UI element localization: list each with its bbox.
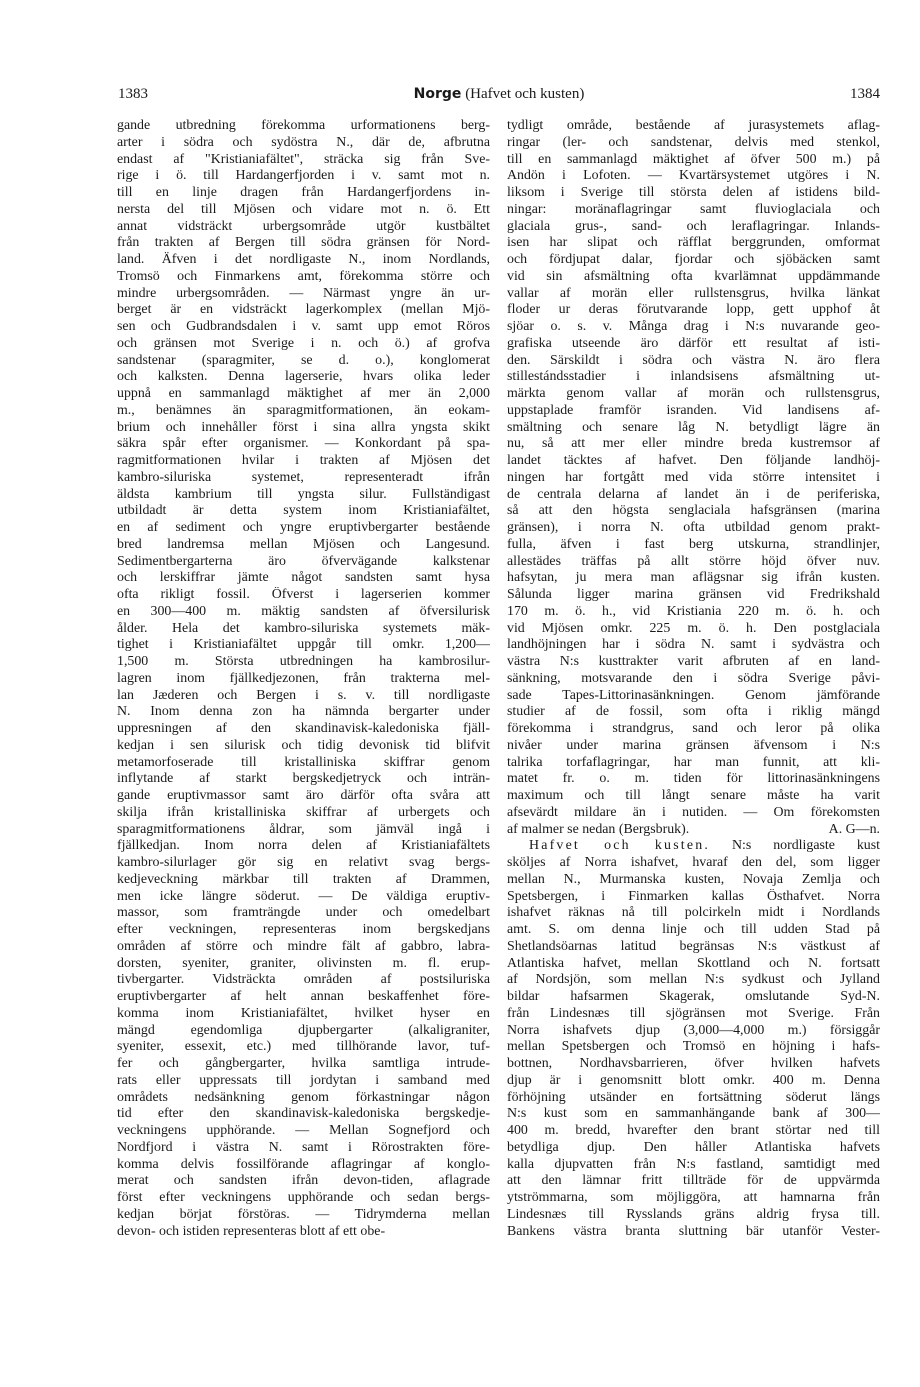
text-line: bred landremsa mellan Mjösen och Langesund. [117,536,490,552]
text-line: 170 m. ö. h., vid Kristiania 220 m. ö. h. och [507,603,880,619]
text-line: sänkning, motsvarande den i södra Sverige påvi- [507,670,880,686]
text-line: afsevärdt mildare än i nutiden. — Om förekomsten [507,804,880,820]
text-line: Andön i Lofoten. — Kvartärsystemet utgöres i N. [507,168,880,184]
running-header [118,86,880,108]
text-line: mängd egendomliga djupbergarter (alkaligraniter, [117,1022,490,1038]
left-column [117,118,490,1240]
text-line: grafiska utseende äro därför ett resultat af isti- [507,335,880,351]
running-title-bold: Norge [413,86,462,102]
text-line: Hafvet och kusten. N:s nordligaste kust [529,838,880,854]
page-number-left: 1383 [118,86,148,102]
right-column [507,118,880,1240]
text-line: veckningens upphörande. — Mellan Sognefjord och [117,1123,490,1138]
text-line: matet fr. o. m. tiden för littorinasänkningens [507,771,880,787]
text-line: till en linje dragen från Hardangerfjordens in- [117,185,490,200]
text-line: mellan N., Murmanska kusten, Novaja Zemlja och [507,871,880,887]
text-line: sparagmitformationens åldrar, som jämväl ingå i [117,821,490,837]
text-line: från trakten af Bergen till södra gränsen för Nord- [117,235,490,251]
text-line: mindre urbergsområden. — Närmast yngre än ur- [117,285,490,301]
text-line: förekomma i strandgrus, sand och leror på olika [507,721,880,736]
text-line: betydliga djup. Den håller Atlantiska hafvets [507,1139,880,1155]
text-line: kedjeveckning märkbar till trakten af Drammen, [117,871,490,887]
text-line: nersta del till Mjösen och vidare mot n. ö. Ett [117,201,490,217]
page-number-right: 1384 [850,86,880,102]
text-line: endast af "Kristianiafältet", sträcka sig från Sve- [117,151,490,167]
text-line: till en sammanlagd mäktighet af öfver 500 m.) på [507,151,880,167]
text-line: utbildadt är detta system inom Kristianiafältet, [117,503,490,519]
text-line: och lerskiffrar jämte något sandsten samt hysa [117,570,490,586]
text-line: ytströmmarna, som möjliggöra, att hamnarna från [507,1190,880,1205]
text-line: de centrala delarna af landet än i de periferiska, [507,486,880,502]
text-line: en af sediment och yngre eruptivbergarter bestående [117,520,490,535]
text-line: merat och sandsten ifrån devon-tiden, aflagrade [117,1173,490,1189]
text-line: bottnen, Nordhavsbarrieren, öfver hvilken hafvets [507,1056,880,1071]
text-line: områden af större och mindre fält af gabbro, labra- [117,938,490,954]
text-line: Atlantiska hafvet, mellan Skottland och N. fortsatt [507,955,880,971]
text-line: kambro-siluriska systemet, representeradt ifrån [117,469,490,485]
text-line: ålder. Hela det kambro-siluriska systemets mäk- [117,620,490,636]
text-line: hafsytan, ju mera man aflägsnar sig ifrån kusten. [507,570,880,586]
text-line: kambro-silurlager gör sig en relativt svag bergs- [117,855,490,870]
text-line: komma inom Kristianiafältet, hvilket hyser en [117,1005,490,1021]
text-line: lan Jæderen och Bergen i s. v. till nordligaste [117,687,490,703]
author-signature: A. G—n. [828,821,880,837]
text-line: äldsta kambrium till yngsta silur. Fullständigast [117,486,490,502]
text-line: Shetlandsöarnas latitud begränsas N:s västkust af [507,938,880,954]
text-line: sköljes af Norra ishafvet, hvaraf den del, som ligger [507,855,880,870]
text-line: och gränsen mot Sverige i n. och ö.) af grofva [117,335,490,351]
text-line: Sedimentbergarterna äro öfvervägande kalkstenar [117,553,490,569]
text-line: sade Tapes-Littorinasänkningen. Genom jämförande [507,687,880,703]
text-line: allestädes träffas på allt större höjd öfver nuv. [507,553,880,569]
text-line: rats eller uppressats till jordytan i samband med [117,1072,490,1088]
text-line: Norra ishafvets djup (3,000—4,000 m.) försiggår [507,1022,880,1038]
text-line: ragmitformationen hvilar i trakten af Mjösen det [117,453,490,468]
text-line: fer och gångbergarter, hvilka samtliga intrude- [117,1056,490,1071]
text-line: dorsten, syeniter, graniter, olivinsten m. fl. erup- [117,955,490,971]
text-line: 400 m. bredd, hvarefter den brant störtar ned till [507,1123,880,1138]
text-line: m., benämnes än sparagmitformationen, än eokam- [117,402,490,418]
text-line: glaciala grus-, sand- och leraflagringar. Inlands- [507,218,880,234]
text-line: af malmer se nedan (Bergsbruk). A. G—n. [507,821,880,837]
text-line: studier af de fossil, som ofta i riklig mängd [507,704,880,720]
text-line: gränsen), i norra N. ofta utbildad genom prakt- [507,520,880,535]
text-line: af Nordsjön, som mellan N:s sydkust och Jylland [507,972,880,988]
text-line: att den lämnar fritt tillträde för de uppvärmda [507,1173,880,1189]
text-line: maximum och till långt senare måste ha varit [507,788,880,803]
text-line: amt. S. om denna linje och till udden Stad på [507,922,880,937]
text-line: N:s kust som en sammanhängande bank af 300— [507,1106,880,1122]
text-line: 1,500 m. Största utbredningen ha kambrosilur- [117,654,490,669]
text-line: Bankens västra branta sluttning bär utanför Vester- [507,1223,880,1239]
text-line: talrika torfaflagringar, har man funnit, att kli- [507,754,880,770]
running-title-rest: (Hafvet och kusten) [461,86,585,102]
text-line: annat vidsträckt urbergsområde utgör kustbältet [117,218,490,234]
text-line: förhöjning utsänder en fortsättning söderut längs [507,1089,880,1105]
text-line: landhöjningen har i södra N. samt i sydvästra och [507,637,880,653]
text-line: inflytande af starkt bergskedjetryck och inträn- [117,771,490,787]
text-line: vid sin afsmältning ofta kvarlämnat uppdämmande [507,268,880,284]
running-title [118,86,880,103]
text-line: Nordfjord i västra N. samt i Rörostrakten före- [117,1139,490,1155]
text-line: fulla, äfven i fast berg utskurna, strandlinjer, [507,536,880,552]
text-line: uppstaplade framför isranden. Vid landisens af- [507,402,880,418]
text-line: lagren inom fjällkedjezonen, från trakterna mel- [117,670,490,686]
text-line: land. Äfven i det nordligaste N., inom Nordlands, [117,252,490,267]
text-line: djup är i genomsnitt blott omkr. 400 m. Denna [507,1072,880,1088]
text-line: gande eruptivmassor samt äro därför ofta svåra att [117,788,490,803]
text-line: bildar hafsarmen Skagerak, omslutande Syd-N. [507,989,880,1004]
text-line: efter veckningen, representeras inom bergskedjans [117,922,490,937]
text-line: kalla djupvatten från N:s fastland, samtidigt med [507,1156,880,1172]
text-line: och fördjupat dalar, fjordar och sjöbäcken samt [507,252,880,267]
text-line: mellan Spetsbergen och Tromsö en höjning i hafs- [507,1039,880,1055]
text-line: ofta rikligt fossil. Öfverst i lagerserien kommer [117,587,490,602]
text-line: västra N:s kusttrakter varit afbruten af en land- [507,654,880,669]
text-line: arter i södra och sydöstra N., där de, afbrutna [117,134,490,150]
text-line: den. Särskildt i södra och västra N. äro flera [507,352,880,368]
text-line: floder ur deras förutvarande lopp, gett upphof åt [507,302,880,318]
text-line: landet täcktes af hafvet. Den följande landhöj- [507,453,880,468]
text-line: devon- och istiden representeras blott af ett obe- [117,1223,386,1239]
text-line: nu, så att mer eller mindre breda kustremsor af [507,436,880,452]
text-line: smältning och senare låg N. betydligt lägre än [507,419,880,435]
text-line: kedjan i sen silurisk och tidig devonisk tid blifvit [117,737,490,753]
text-line: Spetsbergen, i Finmarken kallas Östhafvet. Norra [507,888,880,904]
text-line: vallar af morän eller rullstensgrus, hvilka länkat [507,285,880,301]
text-line: tivbergarter. Vidsträckta områden af postsiluriska [117,972,490,988]
text-line: uppresningen af den skandinavisk-kaledoniska fjäll- [117,721,490,736]
text-line: berget är en vidsträckt lagerkomplex (mellan Mjö- [117,302,490,318]
text-line: eruptivbergarter af helt annan beskaffenhet före- [117,989,490,1004]
text-line: ningen har fortgått med vida större intensitet i [507,469,880,485]
text-line: syeniter, essexit, etc.) med tillhörande lavor, tuf- [117,1039,490,1055]
text-line: och kalksten. Denna lagerserie, hvars olika leder [117,369,490,385]
text-line: tighet i Kristianiafältet uppgår till omkr. 1,200— [117,637,490,653]
text-line: nivåer under marina gränsen äfvensom i N:s [507,737,880,753]
text-line: Tromsö och Finmarkens amt, förekomma större och [117,268,490,284]
text-line: fjällkedjan. Inom norra delen af Kristianiafältets [117,838,490,854]
text-line: men icke längre söderut. — De väldiga eruptiv- [117,888,490,904]
text-line: vid Mjösen omkr. 225 m. ö. h. Den postglaciala [507,620,880,636]
text-line: sen och Gudbrandsdalen i v. samt upp emot Röros [117,319,490,334]
text-line: sandstenar (sparagmiter, se d. o.), konglomerat [117,352,490,368]
section-heading: Hafvet och kusten. [529,838,711,854]
text-line: Lindesnæs till Rysslands gräns aldrig frysa till. [507,1206,880,1222]
text-line: från Lindesnæs till sjögränsen mot Sverige. Från [507,1005,880,1021]
text-line: uppnå en sammanlagd mäktighet af mer än 2,000 [117,386,490,401]
text-line: Sålunda ligger marina gränsen vid Fredrikshald [507,587,880,602]
text-line: tid efter den skandinavisk-kaledoniska bergskedje- [117,1106,490,1122]
text-line: massor, som framträngde under och omedelbart [117,905,490,921]
text-line: sjöar o. s. v. Många drag i N:s nuvarande geo- [507,319,880,334]
text-line: märkta genom vallar af morän och rullstensgrus, [507,386,880,401]
text-line: ningar: moränaflagringar samt fluvioglaciala och [507,201,880,217]
text-line: områdets nedsänkning genom förkastningar någon [117,1089,490,1105]
text-line: ringar (ler- och sandstenar, delvis med stenkol, [507,134,880,150]
text-line: säkra spår efter organismer. — Konkordant på spa- [117,436,490,452]
text-line: rige i ö. till Hardangerfjorden i v. samt mot n. [117,168,490,184]
text-line: tydligt område, bestående af jurasystemets aflag- [507,118,880,133]
text-line: gande utbredning förekomma urformationens berg- [117,118,490,133]
text-line: så att den högsta senglaciala hafsgränsen (marina [507,503,880,519]
text-line: komma delvis fossilförande aflagringar af konglo- [117,1156,490,1172]
text-line: liksom i Sverige till största delen af istidens bild- [507,185,880,200]
text-line: en 300—400 m. mäktig sandsten af öfversilurisk [117,603,490,619]
text-line: kedjan börjat förstöras. — Tidrymderna mellan [117,1206,490,1222]
text-line: isen har slipat och räfflat berggrunden, omformat [507,235,880,251]
text-line: ishafvet räknas nå till polcirkeln midt i Nordlands [507,905,880,921]
text-line: skilja ifrån kristalliniska skiffrar af urbergets och [117,804,490,820]
text-line: brium och innehåller först i sina allra yngsta skikt [117,419,490,435]
text-line: stillestándsstadier i inlandsisens afsmältning ut- [507,369,880,385]
text-line: metamorfoserade till kristalliniska skiffrar genom [117,754,490,770]
text-line: N. Inom denna zon ha nämnda bergarter under [117,704,490,720]
text-line: först efter veckningens upphörande och sedan bergs- [117,1190,490,1205]
